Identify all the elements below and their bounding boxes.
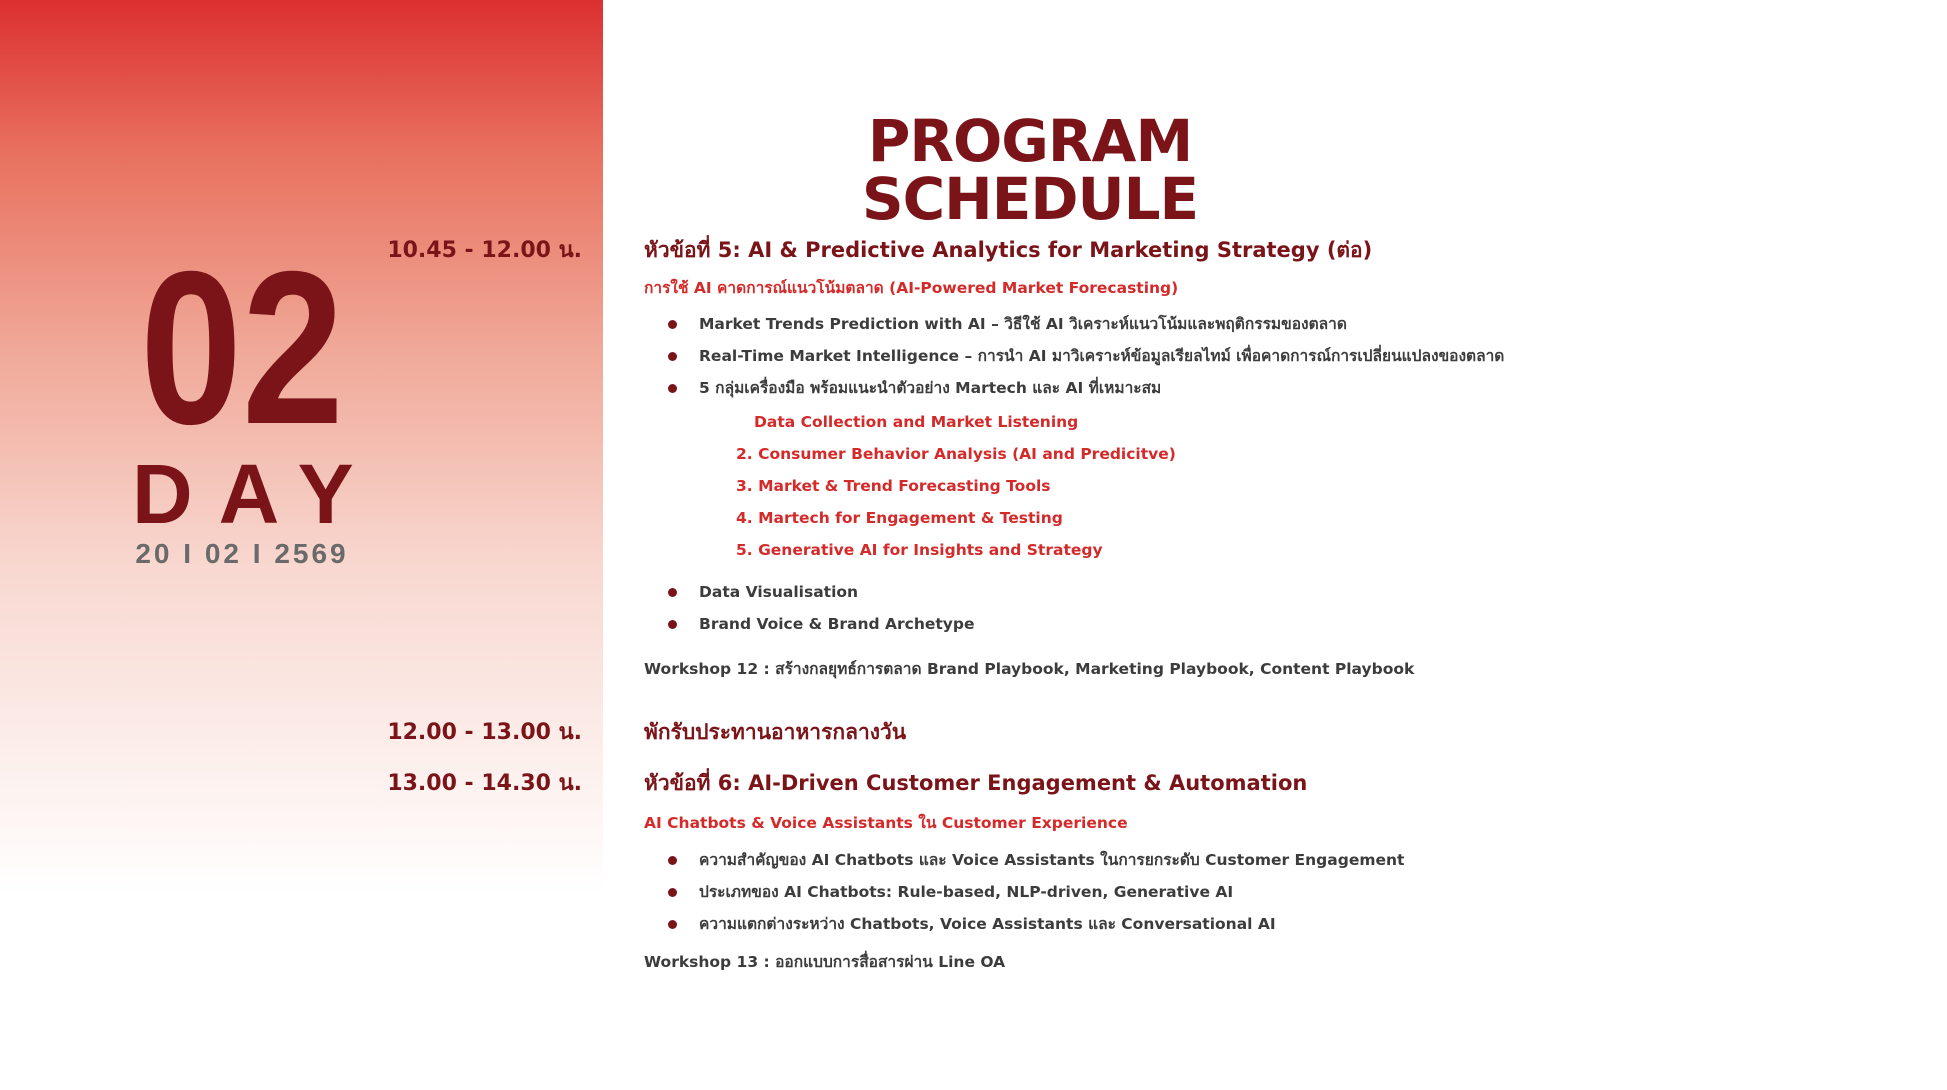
bullet-icon	[668, 588, 677, 597]
session-subhead: การใช้ AI คาดการณ์แนวโน้มตลาด (AI-Powered Market Forecasting)	[644, 279, 1179, 297]
session-time: 10.45 - 12.00 น.	[387, 238, 582, 263]
bullet-icon	[668, 888, 677, 897]
list-item	[668, 585, 858, 601]
tool-group-item: 5. Generative AI for Insights and Strategy	[736, 541, 1103, 559]
day-label: DAY	[132, 447, 380, 541]
session-time: 12.00 - 13.00 น.	[387, 720, 582, 745]
bullet-icon	[668, 320, 677, 329]
tool-group-item: Data Collection and Market Listening	[754, 413, 1079, 431]
list-item	[668, 381, 1161, 397]
session-time: 13.00 - 14.30 น.	[387, 771, 582, 796]
workshop-line: Workshop 13 : ออกแบบการสื่อสารผ่าน Line OA	[644, 953, 1006, 971]
list-item-text: ความแตกต่างระหว่าง Chatbots, Voice Assistants และ Conversational AI	[699, 915, 1276, 933]
bullet-icon	[668, 352, 677, 361]
day-panel	[0, 0, 603, 1090]
session-topic: หัวข้อที่ 6: AI-Driven Customer Engagement & Automation	[644, 771, 1308, 795]
session-topic: หัวข้อที่ 5: AI & Predictive Analytics for Marketing Strategy (ต่อ)	[644, 238, 1373, 262]
tool-group-item: 4. Martech for Engagement & Testing	[736, 509, 1063, 527]
bullet-icon	[668, 620, 677, 629]
list-item-text: Brand Voice & Brand Archetype	[699, 615, 975, 633]
list-item-text: Data Visualisation	[699, 583, 859, 601]
list-item	[668, 917, 1276, 933]
list-item-text: ประเภทของ AI Chatbots: Rule-based, NLP-driven, Generative AI	[699, 883, 1234, 901]
list-item	[668, 349, 1504, 365]
list-item-text: 5 กลุ่มเครื่องมือ พร้อมแนะนำตัวอย่าง Martech และ AI ที่เหมาะสม	[699, 379, 1162, 397]
workshop-line: Workshop 12 : สร้างกลยุทธ์การตลาด Brand Playbook, Marketing Playbook, Content Playbook	[644, 660, 1415, 678]
list-item	[668, 885, 1233, 901]
list-item	[668, 317, 1347, 333]
session-topic: พักรับประทานอาหารกลางวัน	[644, 720, 907, 744]
tool-group-item: 3. Market & Trend Forecasting Tools	[736, 477, 1051, 495]
list-item-text: Market Trends Prediction with AI – วิธีใช้ AI วิเคราะห์แนวโน้มและพฤติกรรมของตลาด	[699, 315, 1347, 333]
day-date: 20 I 02 I 2569	[135, 538, 349, 569]
bullet-icon	[668, 856, 677, 865]
day-number: 02	[140, 227, 344, 470]
bullet-icon	[668, 384, 677, 393]
list-item-text: Real-Time Market Intelligence – การนำ AI มาวิเคราะห์ข้อมูลเรียลไทม์ เพื่อคาดการณ์การเปลี่ยนแปลงของตลาด	[699, 347, 1505, 365]
list-item	[668, 617, 975, 633]
page-title: PROGRAM SCHEDULE	[861, 107, 1199, 233]
list-item	[668, 853, 1404, 869]
list-item-text: ความสำคัญของ AI Chatbots และ Voice Assistants ในการยกระดับ Customer Engagement	[699, 851, 1405, 869]
tool-group-item: 2. Consumer Behavior Analysis (AI and Predicitve)	[736, 445, 1176, 463]
bullet-icon	[668, 920, 677, 929]
session-subhead: AI Chatbots & Voice Assistants ใน Customer Experience	[644, 814, 1128, 832]
